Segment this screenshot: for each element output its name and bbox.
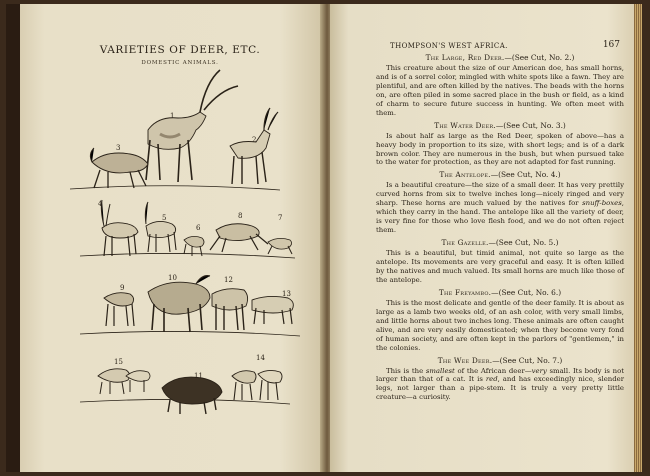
section-body: This creature about the size of our American doe, has small horns, and is of a sorrel color, mingled with white spots like a fawn. They are plentiful, and are often killed by the natives. The beads with the horns on, are often piled in some sacred place in the bush or field, as a kind of charm to secure future success in hunting. We often meet with them. [376, 63, 624, 117]
page-text [376, 54, 624, 406]
section-body: This is the most delicate and gentle of the deer family. It is about as large as a lamb two weeks old, of an ash color, with very small limbs, and little horns about two inches long. These animals are often caught alive, and are very easily domesticated; when they become very fond of human society, and are often kept in the parlors of "gentlemen," in the colonies. [376, 298, 624, 352]
figure-freyambo [184, 236, 204, 256]
running-head-title: THOMPSON'S WEST AFRICA. [390, 42, 508, 50]
figure-wee-deer [268, 238, 292, 254]
fig-num-3: 3 [116, 144, 121, 152]
section-body: Is about half as large as the Red Deer, spoken of above—has a heavy body in proportion to its size, with short legs; and is of a dark brown color. They are numerous in the bush, but when pursued take to the water for protection, as they are not adapted for fast running. [376, 131, 624, 167]
fig-num-10: 10 [168, 274, 177, 282]
fig-num-9: 9 [120, 284, 125, 292]
figure-running-deer [210, 224, 268, 252]
fig-num-4: 4 [98, 200, 103, 208]
fig-num-7: 7 [278, 214, 283, 222]
fig-num-8: 8 [238, 212, 243, 220]
fig-num-15: 15 [114, 358, 123, 366]
figure-antelope-4 [101, 200, 138, 256]
fig-num-5: 5 [162, 214, 167, 222]
right-page [330, 4, 638, 472]
section-heading: The Gazelle.—(See Cut, No. 5.) [441, 238, 559, 248]
fig-num-14: 14 [256, 354, 265, 362]
figure-goats-pair [232, 370, 282, 400]
figure-hog [162, 377, 222, 414]
section-heading: The Large, Red Deer.—(See Cut, No. 2.) [425, 53, 575, 62]
section-heading: The Wee Deer.—(See Cut, No. 7.) [437, 355, 563, 365]
running-header [350, 41, 620, 53]
figure-cow [212, 289, 248, 330]
fig-num-2: 2 [252, 136, 257, 144]
figure-large-red-deer [146, 70, 238, 182]
open-book [6, 4, 642, 472]
fig-num-1: 1 [170, 112, 175, 120]
section-body: This is a beautiful, but timid animal, not quite so large as the antelope. Its movements are very graceful and easy. It is often killed by the natives and much valued. Its small horns are much like those of the antelope. [376, 249, 624, 284]
figure-antelope-2 [230, 108, 278, 184]
figure-water-deer [90, 148, 148, 188]
section-heading: The Antelope.—(See Cut, No. 4.) [439, 170, 561, 180]
figure-goat [104, 293, 134, 326]
figure-cattle [252, 296, 293, 324]
fig-num-6: 6 [196, 224, 201, 232]
engraved-animal-plate [20, 4, 326, 472]
fig-num-11: 11 [194, 372, 203, 380]
section-body: This is the smallest of the African deer—very small. Its body is not larger than that of a cat. It is red, and has exceedingly nice, slender legs, not larger than a pipe-stem. It is truly a very pretty little creature—a curiosity. [376, 366, 625, 402]
figure-bull [148, 276, 210, 332]
figure-sheep [98, 369, 150, 394]
fig-num-12: 12 [224, 276, 233, 284]
figure-gazelle [145, 202, 176, 252]
page-edges [634, 4, 642, 472]
page-number: 167 [602, 40, 620, 50]
fig-num-13: 13 [282, 290, 291, 298]
left-page [20, 4, 326, 472]
section-body: Is a beautiful creature—the size of a small deer. It has very prettily curved horns from six to twelve inches long—nicely ringed and very sharp. These horns are much valued by the natives for snuff-boxes, which they carry in the hand. The antelope like all the variety of deer, is very fine for those who love flesh food, and we do not often reject them. [376, 181, 624, 235]
plate-subtitle: DOMESTIC ANIMALS. [141, 60, 219, 66]
section-heading: The Freyambo.—(See Cut, No. 6.) [438, 287, 562, 297]
section-heading: The Water Deer.—(See Cut, No. 3.) [434, 120, 566, 130]
plate-title: VARIETIES OF DEER, ETC. [99, 44, 261, 56]
